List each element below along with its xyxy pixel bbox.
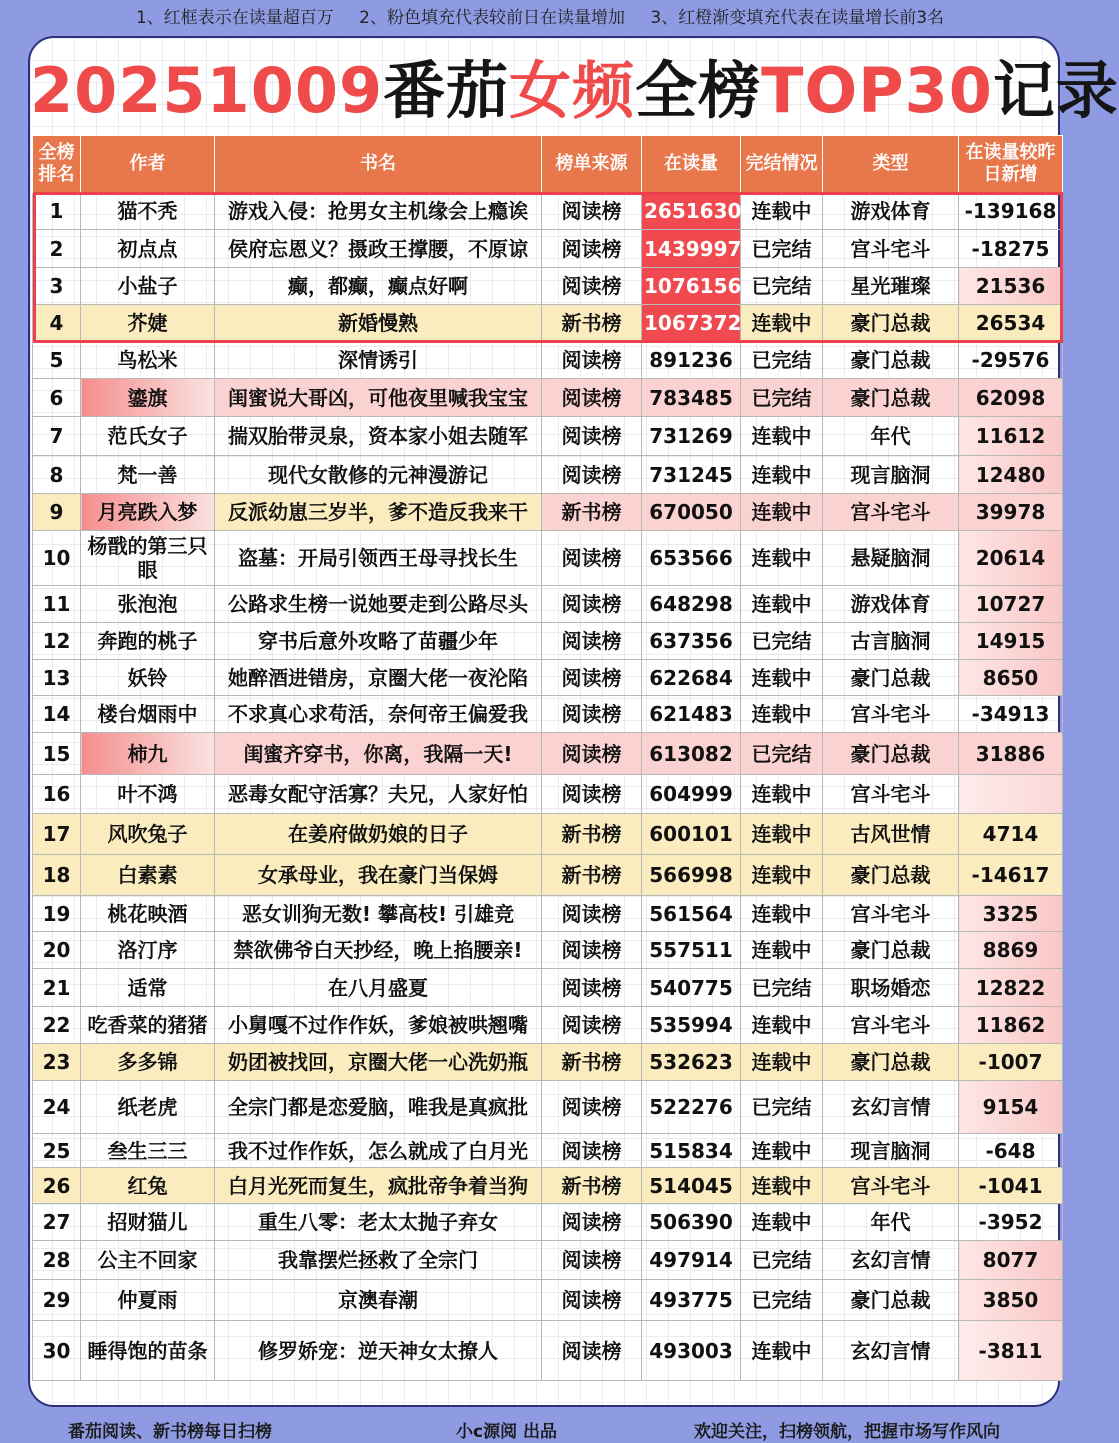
cell-delta: 21536 — [959, 268, 1063, 305]
cell-book: 游戏入侵：抢男女主机缘会上瘾诶 — [215, 193, 542, 230]
title-scope: 全榜 — [635, 54, 762, 127]
table-row — [33, 456, 1063, 494]
cell-author: 范氏女子 — [81, 417, 215, 456]
cell-source: 阅读榜 — [542, 456, 642, 494]
footer-center: 小c源阅 出品 — [456, 1422, 557, 1442]
cell-author: 多多锦 — [81, 1044, 215, 1081]
cell-delta: 12480 — [959, 456, 1063, 494]
cell-source: 阅读榜 — [542, 660, 642, 696]
cell-readers: 1076156 — [642, 268, 741, 305]
cell-delta: 3325 — [959, 896, 1063, 932]
cell-source: 新书榜 — [542, 1044, 642, 1081]
cell-genre: 豪门总裁 — [823, 932, 959, 969]
cell-status: 连载中 — [741, 1321, 823, 1381]
cell-genre: 年代 — [823, 417, 959, 456]
cell-author: 公主不回家 — [81, 1241, 215, 1280]
cell-book: 京澳春潮 — [215, 1280, 542, 1321]
cell-source: 新书榜 — [542, 305, 642, 342]
cell-status: 已完结 — [741, 268, 823, 305]
cell-genre: 豪门总裁 — [823, 305, 959, 342]
header-readers: 在读量 — [642, 136, 741, 193]
cell-genre: 悬疑脑洞 — [823, 531, 959, 586]
cell-status: 已完结 — [741, 733, 823, 775]
cell-readers: 557511 — [642, 932, 741, 969]
cell-source: 阅读榜 — [542, 696, 642, 733]
cell-book: 我不过作作妖，怎么就成了白月光 — [215, 1134, 542, 1168]
cell-book: 盗墓：开局引领西王母寻找长生 — [215, 531, 542, 586]
cell-readers: 621483 — [642, 696, 741, 733]
cell-genre: 玄幻言情 — [823, 1241, 959, 1280]
cell-book: 侯府忘恩义？摄政王撑腰，不原谅 — [215, 230, 542, 268]
cell-status: 连载中 — [741, 814, 823, 855]
cell-book: 新婚慢熟 — [215, 305, 542, 342]
cell-book: 不求真心求苟活，奈何帝王偏爱我 — [215, 696, 542, 733]
table-row — [33, 305, 1063, 342]
cell-readers: 622684 — [642, 660, 741, 696]
cell-book: 小舅嘎不过作作妖，爹娘被哄翘嘴 — [215, 1007, 542, 1044]
cell-delta: 26534 — [959, 305, 1063, 342]
cell-rank: 4 — [33, 305, 81, 342]
table-row — [33, 268, 1063, 305]
cell-delta: -14617 — [959, 855, 1063, 896]
table-row — [33, 230, 1063, 268]
cell-genre: 宫斗宅斗 — [823, 494, 959, 531]
table-row — [33, 775, 1063, 814]
cell-author: 楼台烟雨中 — [81, 696, 215, 733]
cell-delta: -1007 — [959, 1044, 1063, 1081]
cell-readers: 506390 — [642, 1204, 741, 1241]
cell-status: 连载中 — [741, 417, 823, 456]
cell-author: 红兔 — [81, 1168, 215, 1204]
cell-status: 已完结 — [741, 379, 823, 417]
title-date: 20251009 — [30, 54, 384, 127]
cell-source: 阅读榜 — [542, 775, 642, 814]
cell-readers: 653566 — [642, 531, 741, 586]
cell-delta: -18275 — [959, 230, 1063, 268]
header-author: 作者 — [81, 136, 215, 193]
cell-book: 在姜府做奶娘的日子 — [215, 814, 542, 855]
cell-readers: 600101 — [642, 814, 741, 855]
cell-source: 阅读榜 — [542, 1241, 642, 1280]
cell-author: 叁生三三 — [81, 1134, 215, 1168]
cell-status: 连载中 — [741, 932, 823, 969]
cell-book: 奶团被找回，京圈大佬一心洗奶瓶 — [215, 1044, 542, 1081]
cell-delta: 12822 — [959, 969, 1063, 1007]
table-row — [33, 342, 1063, 379]
header-source: 榜单来源 — [542, 136, 642, 193]
cell-source: 阅读榜 — [542, 969, 642, 1007]
cell-status: 连载中 — [741, 1044, 823, 1081]
table-row — [33, 494, 1063, 531]
cell-status: 已完结 — [741, 623, 823, 660]
cell-readers: 1067372 — [642, 305, 741, 342]
cell-delta: 8077 — [959, 1241, 1063, 1280]
cell-author: 叶不鸿 — [81, 775, 215, 814]
cell-readers: 493775 — [642, 1280, 741, 1321]
cell-readers: 783485 — [642, 379, 741, 417]
ranking-table — [32, 135, 1063, 1381]
table-row — [33, 1081, 1063, 1134]
cell-rank: 15 — [33, 733, 81, 775]
cell-readers: 670050 — [642, 494, 741, 531]
cell-rank: 29 — [33, 1280, 81, 1321]
cell-rank: 2 — [33, 230, 81, 268]
cell-book: 公路求生榜一说她要走到公路尽头 — [215, 586, 542, 623]
cell-rank: 7 — [33, 417, 81, 456]
cell-delta: 4714 — [959, 814, 1063, 855]
table-row — [33, 1044, 1063, 1081]
cell-delta: 8650 — [959, 660, 1063, 696]
cell-status: 已完结 — [741, 230, 823, 268]
cell-author: 梵一善 — [81, 456, 215, 494]
table-row — [33, 193, 1063, 230]
cell-delta: 3850 — [959, 1280, 1063, 1321]
cell-author: 鎏旗 — [81, 379, 215, 417]
table-header-row — [33, 136, 1063, 193]
cell-source: 阅读榜 — [542, 230, 642, 268]
footer — [0, 1411, 1080, 1443]
cell-delta: 11862 — [959, 1007, 1063, 1044]
cell-readers: 540775 — [642, 969, 741, 1007]
cell-status: 连载中 — [741, 586, 823, 623]
cell-readers: 637356 — [642, 623, 741, 660]
cell-book: 穿书后意外攻略了苗疆少年 — [215, 623, 542, 660]
cell-status: 连载中 — [741, 855, 823, 896]
cell-status: 连载中 — [741, 305, 823, 342]
cell-source: 阅读榜 — [542, 1280, 642, 1321]
cell-book: 女承母业，我在豪门当保姆 — [215, 855, 542, 896]
cell-genre: 玄幻言情 — [823, 1081, 959, 1134]
table-row — [33, 586, 1063, 623]
cell-delta: -139168 — [959, 193, 1063, 230]
cell-source: 阅读榜 — [542, 342, 642, 379]
table-row — [33, 696, 1063, 733]
cell-author: 芥婕 — [81, 305, 215, 342]
cell-readers: 535994 — [642, 1007, 741, 1044]
cell-rank: 10 — [33, 531, 81, 586]
cell-author: 睡得饱的苗条 — [81, 1321, 215, 1381]
cell-source: 阅读榜 — [542, 932, 642, 969]
cell-book: 我靠摆烂拯救了全宗门 — [215, 1241, 542, 1280]
table-row — [33, 623, 1063, 660]
cell-readers: 532623 — [642, 1044, 741, 1081]
cell-rank: 23 — [33, 1044, 81, 1081]
table-row — [33, 1204, 1063, 1241]
cell-readers: 731245 — [642, 456, 741, 494]
cell-source: 新书榜 — [542, 855, 642, 896]
cell-author: 适常 — [81, 969, 215, 1007]
footer-right: 欢迎关注，扫榜领航，把握市场写作风向 — [694, 1422, 1000, 1442]
table-row — [33, 1134, 1063, 1168]
cell-delta: 62098 — [959, 379, 1063, 417]
cell-author: 鸟松米 — [81, 342, 215, 379]
cell-status: 连载中 — [741, 1204, 823, 1241]
cell-readers: 2651630 — [642, 193, 741, 230]
cell-genre: 豪门总裁 — [823, 1044, 959, 1081]
cell-status: 连载中 — [741, 696, 823, 733]
cell-rank: 5 — [33, 342, 81, 379]
cell-source: 阅读榜 — [542, 1204, 642, 1241]
cell-book: 白月光死而复生，疯批帝争着当狗 — [215, 1168, 542, 1204]
header-delta: 在读量较昨日新增 — [959, 136, 1063, 193]
cell-delta: -3952 — [959, 1204, 1063, 1241]
cell-book: 揣双胎带灵泉，资本家小姐去随军 — [215, 417, 542, 456]
cell-source: 阅读榜 — [542, 379, 642, 417]
cell-genre: 星光璀璨 — [823, 268, 959, 305]
cell-genre: 豪门总裁 — [823, 342, 959, 379]
table-row — [33, 1321, 1063, 1381]
title-top: TOP30 — [761, 54, 993, 127]
cell-source: 阅读榜 — [542, 1321, 642, 1381]
legend-item-3: 3、红橙渐变填充代表在读量增长前3名 — [650, 8, 945, 28]
cell-status: 连载中 — [741, 896, 823, 932]
cell-author: 妖铃 — [81, 660, 215, 696]
cell-status: 已完结 — [741, 342, 823, 379]
legend-item-1: 1、红框表示在读量超百万 — [135, 8, 334, 28]
table-row — [33, 660, 1063, 696]
cell-genre: 宫斗宅斗 — [823, 896, 959, 932]
cell-book: 现代女散修的元神漫游记 — [215, 456, 542, 494]
cell-book: 癫，都癫，癫点好啊 — [215, 268, 542, 305]
cell-status: 已完结 — [741, 969, 823, 1007]
cell-delta: 20614 — [959, 531, 1063, 586]
cell-book: 修罗娇宠：逆天神女太撩人 — [215, 1321, 542, 1381]
cell-rank: 25 — [33, 1134, 81, 1168]
table-row — [33, 417, 1063, 456]
cell-author: 洛汀序 — [81, 932, 215, 969]
cell-genre: 游戏体育 — [823, 193, 959, 230]
cell-status: 已完结 — [741, 1241, 823, 1280]
cell-readers: 731269 — [642, 417, 741, 456]
cell-book: 在八月盛夏 — [215, 969, 542, 1007]
cell-readers: 891236 — [642, 342, 741, 379]
cell-book: 恶女训狗无数! 攀高枝! 引雄竞 — [215, 896, 542, 932]
cell-source: 阅读榜 — [542, 268, 642, 305]
cell-author: 风吹兔子 — [81, 814, 215, 855]
cell-rank: 1 — [33, 193, 81, 230]
cell-author: 小盐子 — [81, 268, 215, 305]
cell-author: 仲夏雨 — [81, 1280, 215, 1321]
cell-genre: 豪门总裁 — [823, 660, 959, 696]
header-book: 书名 — [215, 136, 542, 193]
cell-genre: 宫斗宅斗 — [823, 1007, 959, 1044]
cell-genre: 宫斗宅斗 — [823, 1168, 959, 1204]
cell-source: 新书榜 — [542, 814, 642, 855]
cell-readers: 561564 — [642, 896, 741, 932]
cell-source: 阅读榜 — [542, 193, 642, 230]
cell-source: 阅读榜 — [542, 1134, 642, 1168]
cell-genre: 宫斗宅斗 — [823, 230, 959, 268]
cell-delta: 11612 — [959, 417, 1063, 456]
cell-rank: 9 — [33, 494, 81, 531]
cell-readers: 648298 — [642, 586, 741, 623]
cell-readers: 493003 — [642, 1321, 741, 1381]
table-row — [33, 1168, 1063, 1204]
title-channel: 女频 — [509, 54, 636, 127]
table-row — [33, 855, 1063, 896]
cell-book: 重生八零：老太太抛子弃女 — [215, 1204, 542, 1241]
cell-rank: 14 — [33, 696, 81, 733]
cell-readers: 515834 — [642, 1134, 741, 1168]
header-genre: 类型 — [823, 136, 959, 193]
cell-author: 柿九 — [81, 733, 215, 775]
table-row — [33, 1007, 1063, 1044]
cell-rank: 3 — [33, 268, 81, 305]
cell-status: 连载中 — [741, 193, 823, 230]
cell-genre: 豪门总裁 — [823, 733, 959, 775]
cell-delta: 10727 — [959, 586, 1063, 623]
cell-genre: 职场婚恋 — [823, 969, 959, 1007]
cell-author: 招财猫儿 — [81, 1204, 215, 1241]
cell-source: 新书榜 — [542, 494, 642, 531]
cell-rank: 20 — [33, 932, 81, 969]
cell-source: 阅读榜 — [542, 733, 642, 775]
cell-genre: 年代 — [823, 1204, 959, 1241]
cell-delta: 8869 — [959, 932, 1063, 969]
cell-status: 连载中 — [741, 531, 823, 586]
cell-rank: 18 — [33, 855, 81, 896]
legend — [0, 0, 1080, 36]
cell-genre: 宫斗宅斗 — [823, 696, 959, 733]
cell-author: 白素素 — [81, 855, 215, 896]
cell-delta: 14915 — [959, 623, 1063, 660]
table-row — [33, 896, 1063, 932]
table-row — [33, 932, 1063, 969]
legend-item-2: 2、粉色填充代表较前日在读量增加 — [359, 8, 625, 28]
cell-status: 连载中 — [741, 660, 823, 696]
cell-genre: 玄幻言情 — [823, 1321, 959, 1381]
cell-rank: 17 — [33, 814, 81, 855]
cell-book: 禁欲佛爷白天抄经，晚上掐腰亲! — [215, 932, 542, 969]
cell-genre: 豪门总裁 — [823, 379, 959, 417]
cell-genre: 豪门总裁 — [823, 1280, 959, 1321]
cell-rank: 19 — [33, 896, 81, 932]
cell-readers: 1439997 — [642, 230, 741, 268]
cell-readers: 613082 — [642, 733, 741, 775]
cell-status: 已完结 — [741, 1280, 823, 1321]
cell-author: 吃香菜的猪猪 — [81, 1007, 215, 1044]
cell-status: 连载中 — [741, 1007, 823, 1044]
cell-delta: -34913 — [959, 696, 1063, 733]
table-body — [33, 193, 1063, 1381]
cell-author: 杨戬的第三只眼 — [81, 531, 215, 586]
cell-delta: 9154 — [959, 1081, 1063, 1134]
cell-genre: 现言脑洞 — [823, 456, 959, 494]
cell-rank: 11 — [33, 586, 81, 623]
table-row — [33, 1241, 1063, 1280]
cell-delta: 31886 — [959, 733, 1063, 775]
cell-source: 阅读榜 — [542, 623, 642, 660]
cell-delta: -1041 — [959, 1168, 1063, 1204]
cell-rank: 21 — [33, 969, 81, 1007]
cell-book: 恶毒女配守活寡？夫兄，人家好怕 — [215, 775, 542, 814]
cell-readers: 514045 — [642, 1168, 741, 1204]
cell-status: 连载中 — [741, 1168, 823, 1204]
cell-rank: 12 — [33, 623, 81, 660]
cell-readers: 522276 — [642, 1081, 741, 1134]
header-status: 完结情况 — [741, 136, 823, 193]
cell-genre: 现言脑洞 — [823, 1134, 959, 1168]
cell-genre: 豪门总裁 — [823, 855, 959, 896]
header-rank: 全榜排名 — [33, 136, 81, 193]
cell-rank: 24 — [33, 1081, 81, 1134]
cell-author: 奔跑的桃子 — [81, 623, 215, 660]
cell-book: 闺蜜齐穿书，你离，我隔一天! — [215, 733, 542, 775]
cell-delta: -29576 — [959, 342, 1063, 379]
cell-book: 她醉酒进错房，京圈大佬一夜沦陷 — [215, 660, 542, 696]
cell-source: 阅读榜 — [542, 1007, 642, 1044]
table-row — [33, 531, 1063, 586]
cell-rank: 22 — [33, 1007, 81, 1044]
cell-status: 连载中 — [741, 456, 823, 494]
cell-readers: 497914 — [642, 1241, 741, 1280]
cell-book: 反派幼崽三岁半，爹不造反我来干 — [215, 494, 542, 531]
cell-status: 已完结 — [741, 1081, 823, 1134]
cell-rank: 16 — [33, 775, 81, 814]
page-title — [30, 44, 1119, 138]
table-row — [33, 1280, 1063, 1321]
title-platform: 番茄 — [383, 54, 510, 127]
cell-delta: 39978 — [959, 494, 1063, 531]
cell-rank: 27 — [33, 1204, 81, 1241]
cell-rank: 13 — [33, 660, 81, 696]
cell-readers: 566998 — [642, 855, 741, 896]
cell-delta — [959, 775, 1063, 814]
table-row — [33, 379, 1063, 417]
cell-genre: 古言脑洞 — [823, 623, 959, 660]
table-row — [33, 733, 1063, 775]
cell-author: 张泡泡 — [81, 586, 215, 623]
cell-source: 阅读榜 — [542, 417, 642, 456]
footer-left: 番茄阅读、新书榜每日扫榜 — [68, 1422, 272, 1442]
cell-genre: 游戏体育 — [823, 586, 959, 623]
cell-book: 深情诱引 — [215, 342, 542, 379]
cell-book: 闺蜜说大哥凶，可他夜里喊我宝宝 — [215, 379, 542, 417]
cell-rank: 6 — [33, 379, 81, 417]
cell-status: 连载中 — [741, 494, 823, 531]
cell-author: 桃花映酒 — [81, 896, 215, 932]
cell-author: 纸老虎 — [81, 1081, 215, 1134]
cell-author: 猫不秃 — [81, 193, 215, 230]
ranking-card — [28, 36, 1119, 1407]
table-row — [33, 814, 1063, 855]
cell-status: 连载中 — [741, 1134, 823, 1168]
cell-source: 阅读榜 — [542, 896, 642, 932]
cell-source: 阅读榜 — [542, 586, 642, 623]
cell-rank: 26 — [33, 1168, 81, 1204]
cell-delta: -3811 — [959, 1321, 1063, 1381]
cell-rank: 8 — [33, 456, 81, 494]
cell-genre: 古风世情 — [823, 814, 959, 855]
title-record: 记录 — [992, 54, 1119, 127]
cell-source: 阅读榜 — [542, 1081, 642, 1134]
table-row — [33, 969, 1063, 1007]
cell-delta: -648 — [959, 1134, 1063, 1168]
cell-author: 初点点 — [81, 230, 215, 268]
cell-book: 全宗门都是恋爱脑，唯我是真疯批 — [215, 1081, 542, 1134]
cell-source: 新书榜 — [542, 1168, 642, 1204]
cell-author: 月亮跌入梦 — [81, 494, 215, 531]
cell-genre: 宫斗宅斗 — [823, 775, 959, 814]
cell-status: 连载中 — [741, 775, 823, 814]
cell-readers: 604999 — [642, 775, 741, 814]
cell-rank: 28 — [33, 1241, 81, 1280]
cell-source: 阅读榜 — [542, 531, 642, 586]
cell-rank: 30 — [33, 1321, 81, 1381]
